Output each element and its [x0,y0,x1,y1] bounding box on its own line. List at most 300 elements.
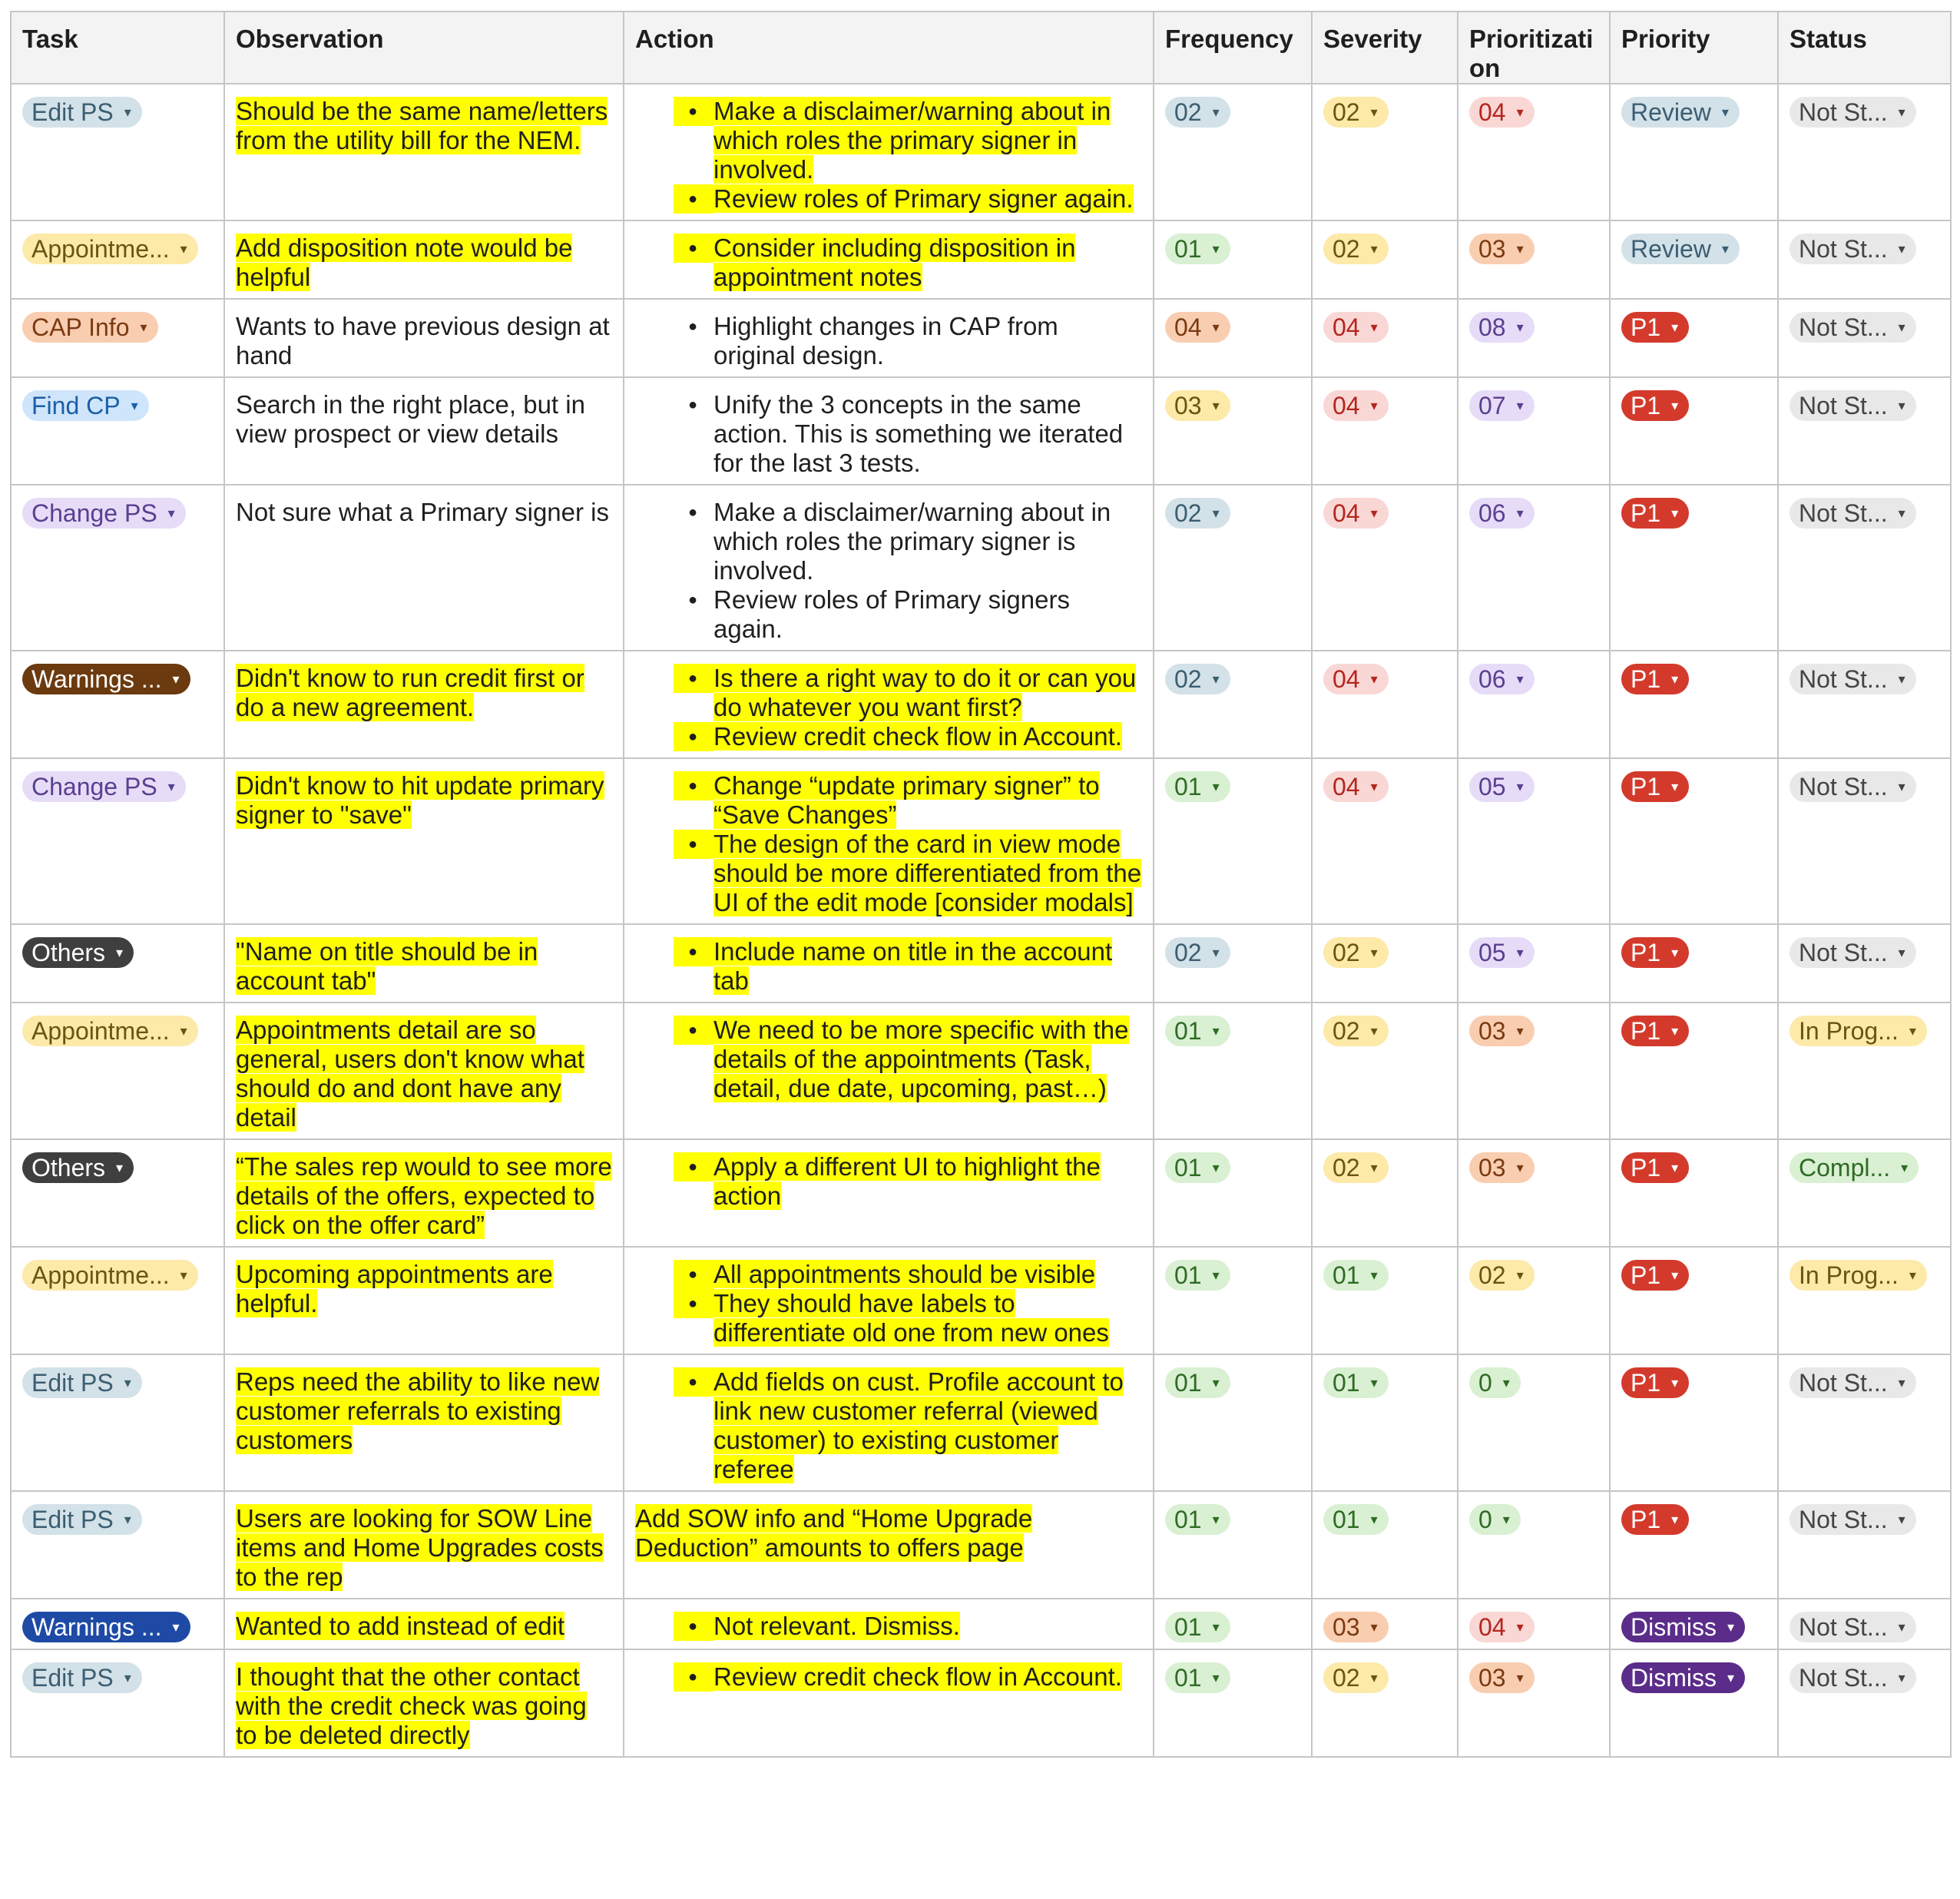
action-item [674,184,1142,214]
severity-chip[interactable] [1323,1612,1389,1642]
action-cell [624,377,1154,485]
frequency-chip[interactable] [1165,498,1230,529]
prioritization-chip[interactable] [1469,1612,1535,1642]
task-chip-label: Edit PS [31,1369,114,1397]
frequency-chip-label: 01 [1174,1664,1202,1692]
severity-chip-label: 04 [1333,773,1360,800]
status-chip[interactable] [1789,1367,1916,1398]
frequency-cell [1154,1003,1312,1139]
prioritization-chip[interactable] [1469,498,1535,529]
prioritization-chip[interactable] [1469,771,1535,802]
dropdown-caret-icon[interactable]: ▾ [1898,398,1905,413]
dropdown-caret-icon[interactable]: ▾ [1212,1375,1220,1390]
frequency-chip[interactable] [1165,97,1230,128]
frequency-chip-label: 03 [1174,392,1202,419]
frequency-chip-label: 04 [1174,313,1202,341]
action-list [674,1016,1142,1103]
severity-chip[interactable] [1323,390,1389,421]
task-chip[interactable] [22,1152,134,1183]
severity-chip[interactable] [1323,1016,1389,1046]
dropdown-caret-icon[interactable]: ▾ [1898,320,1905,335]
dropdown-caret-icon[interactable]: ▾ [124,1512,131,1527]
status-chip[interactable] [1789,771,1916,802]
dropdown-caret-icon[interactable]: ▾ [1898,1619,1905,1635]
task-chip-label: Appointme... [31,1261,170,1289]
dropdown-caret-icon[interactable]: ▾ [1516,1619,1524,1635]
action-item [674,771,1142,830]
priority-cell [1610,758,1778,924]
action-item-text: Include name on title in the account tab [713,937,1113,995]
frequency-chip[interactable] [1165,1367,1230,1398]
frequency-chip[interactable] [1165,390,1230,421]
prioritization-cell [1458,1599,1610,1649]
frequency-chip-label: 02 [1174,499,1202,527]
status-chip[interactable] [1789,664,1916,694]
task-chip[interactable] [22,1016,198,1046]
frequency-chip[interactable] [1165,1612,1230,1642]
prioritization-chip-label: 02 [1478,1261,1506,1289]
status-chip[interactable] [1789,1016,1927,1046]
task-chip[interactable] [22,498,186,529]
task-chip[interactable] [22,1612,190,1642]
dropdown-caret-icon[interactable]: ▾ [124,104,131,120]
status-cell [1778,220,1951,299]
dropdown-caret-icon[interactable]: ▾ [1516,779,1524,794]
priority-chip[interactable] [1621,97,1740,128]
observation-cell [224,651,624,758]
task-cell [11,758,224,924]
prioritization-chip[interactable] [1469,390,1535,421]
task-chip[interactable] [22,664,190,694]
prioritization-chip-label: 08 [1478,313,1506,341]
action-list [674,1612,1142,1641]
prioritization-chip-label: 03 [1478,235,1506,263]
action-item [674,498,1142,585]
priority-chip-label: P1 [1631,1154,1661,1181]
prioritization-chip-label: 06 [1478,499,1506,527]
dropdown-caret-icon[interactable]: ▾ [1671,320,1679,335]
dropdown-caret-icon[interactable]: ▾ [1671,671,1679,687]
prioritization-chip[interactable] [1469,1152,1535,1183]
dropdown-caret-icon[interactable]: ▾ [1727,1619,1735,1635]
dropdown-caret-icon[interactable]: ▾ [1901,1160,1909,1175]
dropdown-caret-icon[interactable]: ▾ [167,505,175,521]
priority-chip[interactable] [1621,234,1740,264]
dropdown-caret-icon[interactable]: ▾ [1370,1670,1378,1685]
dropdown-caret-icon[interactable]: ▾ [1212,505,1220,521]
dropdown-caret-icon[interactable]: ▾ [131,398,138,413]
dropdown-caret-icon[interactable]: ▾ [172,1619,180,1635]
priority-cell [1610,924,1778,1003]
frequency-cell [1154,84,1312,220]
dropdown-caret-icon[interactable]: ▾ [1516,398,1524,413]
task-chip-label: Change PS [31,499,157,527]
frequency-chip[interactable] [1165,1016,1230,1046]
action-cell [624,1247,1154,1354]
dropdown-caret-icon[interactable]: ▾ [1212,1619,1220,1635]
severity-chip[interactable] [1323,1152,1389,1183]
action-cell [624,1491,1154,1599]
severity-cell [1312,1599,1458,1649]
frequency-chip[interactable] [1165,771,1230,802]
dropdown-caret-icon[interactable]: ▾ [172,671,180,687]
prioritization-cell [1458,220,1610,299]
action-cell [624,1003,1154,1139]
dropdown-caret-icon[interactable]: ▾ [1370,1512,1378,1527]
priority-cell [1610,1649,1778,1757]
task-cell [11,1139,224,1247]
action-item [674,312,1142,370]
action-item-text: Add fields on cust. Profile account to link new customer referral (viewed customer) to existing customer referee [713,1367,1124,1483]
priority-chip[interactable] [1621,1504,1689,1535]
prioritization-chip-label: 06 [1478,665,1506,693]
priority-chip[interactable] [1621,1260,1689,1291]
dropdown-caret-icon[interactable]: ▾ [1721,241,1729,257]
severity-chip[interactable] [1323,1662,1389,1693]
action-item [674,1612,1142,1641]
dropdown-caret-icon[interactable]: ▾ [1212,241,1220,257]
header-severity[interactable]: Severity [1312,12,1458,84]
dropdown-caret-icon[interactable]: ▾ [1212,1023,1220,1039]
dropdown-caret-icon[interactable]: ▾ [1370,505,1378,521]
header-frequency[interactable]: Frequency [1154,12,1312,84]
dropdown-caret-icon[interactable]: ▾ [1212,779,1220,794]
dropdown-caret-icon[interactable]: ▾ [1516,1268,1524,1283]
dropdown-caret-icon[interactable]: ▾ [1898,671,1905,687]
severity-chip-label: 02 [1333,1017,1360,1045]
dropdown-caret-icon[interactable]: ▾ [1212,398,1220,413]
priority-chip-label: P1 [1631,773,1661,800]
dropdown-caret-icon[interactable]: ▾ [1212,671,1220,687]
dropdown-caret-icon[interactable]: ▾ [1212,320,1220,335]
dropdown-caret-icon[interactable]: ▾ [116,1160,124,1175]
severity-chip[interactable] [1323,1260,1389,1291]
severity-chip[interactable] [1323,312,1389,343]
status-chip[interactable] [1789,1662,1916,1693]
status-cell [1778,1491,1951,1599]
dropdown-caret-icon[interactable]: ▾ [1212,1268,1220,1283]
dropdown-caret-icon[interactable]: ▾ [1370,1023,1378,1039]
priority-cell [1610,1247,1778,1354]
priority-chip[interactable] [1621,390,1689,421]
dropdown-caret-icon[interactable]: ▾ [1671,1023,1679,1039]
dropdown-caret-icon[interactable]: ▾ [180,1023,187,1039]
status-chip[interactable] [1789,937,1916,968]
prioritization-chip[interactable] [1469,1662,1535,1693]
table-row [11,1491,1951,1599]
priority-chip[interactable] [1621,498,1689,529]
dropdown-caret-icon[interactable]: ▾ [1502,1512,1510,1527]
prioritization-chip-label: 0 [1478,1369,1492,1397]
action-item [674,1662,1142,1692]
dropdown-caret-icon[interactable]: ▾ [1370,1619,1378,1635]
dropdown-caret-icon[interactable]: ▾ [1370,945,1378,960]
dropdown-caret-icon[interactable]: ▾ [1898,779,1905,794]
dropdown-caret-icon[interactable]: ▾ [1898,104,1905,120]
action-list [674,1260,1142,1347]
severity-chip[interactable] [1323,771,1389,802]
frequency-chip[interactable] [1165,312,1230,343]
prioritization-chip-label: 05 [1478,939,1506,966]
table-row [11,299,1951,377]
dropdown-caret-icon[interactable]: ▾ [1671,1512,1679,1527]
dropdown-caret-icon[interactable]: ▾ [1370,241,1378,257]
prioritization-chip-label: 05 [1478,773,1506,800]
action-item [674,585,1142,644]
task-chip[interactable] [22,1504,142,1535]
frequency-cell [1154,758,1312,924]
priority-chip[interactable] [1621,1662,1745,1693]
dropdown-caret-icon[interactable]: ▾ [140,320,147,335]
priority-cell [1610,485,1778,651]
frequency-chip-label: 01 [1174,235,1202,263]
dropdown-caret-icon[interactable]: ▾ [124,1375,131,1390]
observation-text: Add disposition note would be helpful [236,234,573,291]
status-chip-label: Not St... [1799,98,1888,126]
task-chip[interactable] [22,1367,142,1398]
priority-chip-label: P1 [1631,665,1661,693]
observation-cell [224,84,624,220]
dropdown-caret-icon[interactable]: ▾ [1502,1375,1510,1390]
status-chip-label: Not St... [1799,939,1888,966]
task-chip[interactable] [22,1662,142,1693]
task-chip[interactable] [22,234,198,264]
status-chip[interactable] [1789,312,1916,343]
dropdown-caret-icon[interactable]: ▾ [1516,1160,1524,1175]
dropdown-caret-icon[interactable]: ▾ [1370,320,1378,335]
severity-chip[interactable] [1323,1504,1389,1535]
frequency-chip[interactable] [1165,937,1230,968]
priority-chip[interactable] [1621,1152,1689,1183]
action-list [674,1367,1142,1484]
frequency-chip[interactable] [1165,1260,1230,1291]
action-item [674,390,1142,478]
priority-cell [1610,299,1778,377]
status-chip-label: Not St... [1799,235,1888,263]
dropdown-caret-icon[interactable]: ▾ [1212,104,1220,120]
observation-cell [224,1003,624,1139]
dropdown-caret-icon[interactable]: ▾ [1370,671,1378,687]
severity-chip[interactable] [1323,937,1389,968]
prioritization-chip[interactable] [1469,312,1535,343]
task-chip[interactable] [22,771,186,802]
dropdown-caret-icon[interactable]: ▾ [1671,945,1679,960]
action-list [674,1152,1142,1211]
dropdown-caret-icon[interactable]: ▾ [167,779,175,794]
severity-chip-label: 04 [1333,313,1360,341]
action-cell [624,220,1154,299]
prioritization-chip[interactable] [1469,1260,1535,1291]
status-chip[interactable] [1789,234,1916,264]
dropdown-caret-icon[interactable]: ▾ [1898,241,1905,257]
task-cell [11,377,224,485]
priority-chip[interactable] [1621,1612,1745,1642]
prioritization-chip[interactable] [1469,234,1535,264]
header-prioritization[interactable]: Prioritizati on [1458,12,1610,84]
dropdown-caret-icon[interactable]: ▾ [1898,1512,1905,1527]
action-item-text: They should have labels to differentiate old one from new ones [713,1289,1109,1347]
dropdown-caret-icon[interactable]: ▾ [1212,945,1220,960]
dropdown-caret-icon[interactable]: ▾ [1516,671,1524,687]
dropdown-caret-icon[interactable]: ▾ [124,1670,131,1685]
table-row [11,651,1951,758]
prioritization-chip[interactable] [1469,1504,1521,1535]
dropdown-caret-icon[interactable]: ▾ [1516,1670,1524,1685]
task-cell [11,651,224,758]
priority-chip[interactable] [1621,937,1689,968]
frequency-chip-label: 01 [1174,1261,1202,1289]
status-chip-label: Not St... [1799,499,1888,527]
task-cell [11,1003,224,1139]
prioritization-chip-label: 03 [1478,1154,1506,1181]
dropdown-caret-icon[interactable]: ▾ [1898,1375,1905,1390]
dropdown-caret-icon[interactable]: ▾ [1671,505,1679,521]
priority-chip[interactable] [1621,312,1689,343]
status-cell [1778,651,1951,758]
task-chip[interactable] [22,312,158,343]
prioritization-chip[interactable] [1469,1367,1521,1398]
priority-chip-label: P1 [1631,1261,1661,1289]
task-chip[interactable] [22,1260,198,1291]
dropdown-caret-icon[interactable]: ▾ [1909,1023,1916,1039]
prioritization-chip[interactable] [1469,937,1535,968]
header-task[interactable]: Task [11,12,224,84]
observation-text: Didn't know to hit update primary signer to "save" [236,771,604,829]
action-cell [624,651,1154,758]
prioritization-chip[interactable] [1469,664,1535,694]
priority-chip-label: P1 [1631,313,1661,341]
severity-chip[interactable] [1323,97,1389,128]
dropdown-caret-icon[interactable]: ▾ [180,1268,187,1283]
dropdown-caret-icon[interactable]: ▾ [1516,505,1524,521]
status-chip[interactable] [1789,390,1916,421]
dropdown-caret-icon[interactable]: ▾ [1516,1023,1524,1039]
dropdown-caret-icon[interactable]: ▾ [1671,779,1679,794]
priority-cell [1610,84,1778,220]
observation-text: Wants to have previous design at hand [236,312,610,370]
action-item [674,1260,1142,1289]
severity-chip[interactable] [1323,664,1389,694]
dropdown-caret-icon[interactable]: ▾ [1671,1268,1679,1283]
dropdown-caret-icon[interactable]: ▾ [116,945,124,960]
frequency-chip[interactable] [1165,664,1230,694]
dropdown-caret-icon[interactable]: ▾ [1212,1512,1220,1527]
header-observation[interactable]: Observation [224,12,624,84]
dropdown-caret-icon[interactable]: ▾ [1370,779,1378,794]
severity-chip[interactable] [1323,498,1389,529]
prioritization-chip[interactable] [1469,97,1535,128]
prioritization-cell [1458,1649,1610,1757]
dropdown-caret-icon[interactable]: ▾ [1898,1670,1905,1685]
header-priority[interactable]: Priority [1610,12,1778,84]
severity-chip[interactable] [1323,1367,1389,1398]
dropdown-caret-icon[interactable]: ▾ [1370,398,1378,413]
dropdown-caret-icon[interactable]: ▾ [1370,1375,1378,1390]
dropdown-caret-icon[interactable]: ▾ [1516,320,1524,335]
frequency-chip[interactable] [1165,1152,1230,1183]
frequency-chip-label: 01 [1174,1613,1202,1641]
action-item-text: Make a disclaimer/warning about in which roles the primary signer is involved. [713,498,1111,585]
dropdown-caret-icon[interactable]: ▾ [1671,1375,1679,1390]
dropdown-caret-icon[interactable]: ▾ [1898,945,1905,960]
frequency-chip[interactable] [1165,1662,1230,1693]
status-chip[interactable] [1789,1612,1916,1642]
status-chip[interactable] [1789,1260,1927,1291]
action-item [674,234,1142,292]
action-item [674,1016,1142,1103]
dropdown-caret-icon[interactable]: ▾ [180,241,187,257]
table-row [11,220,1951,299]
priority-chip[interactable] [1621,664,1689,694]
dropdown-caret-icon[interactable]: ▾ [1671,1160,1679,1175]
frequency-cell [1154,1491,1312,1599]
header-action[interactable]: Action [624,12,1154,84]
dropdown-caret-icon[interactable]: ▾ [1516,241,1524,257]
severity-chip[interactable] [1323,234,1389,264]
dropdown-caret-icon[interactable]: ▾ [1516,945,1524,960]
priority-chip[interactable] [1621,1016,1689,1046]
frequency-chip[interactable] [1165,234,1230,264]
action-list [674,1662,1142,1692]
task-cell [11,1599,224,1649]
dropdown-caret-icon[interactable]: ▾ [1516,104,1524,120]
priority-chip-label: P1 [1631,1017,1661,1045]
priority-cell [1610,1599,1778,1649]
dropdown-caret-icon[interactable]: ▾ [1212,1670,1220,1685]
status-cell [1778,924,1951,1003]
severity-chip-label: 02 [1333,98,1360,126]
task-chip-label: Warnings ... [31,665,162,693]
dropdown-caret-icon[interactable]: ▾ [1671,398,1679,413]
dropdown-caret-icon[interactable]: ▾ [1370,1160,1378,1175]
prioritization-chip-label: 04 [1478,1613,1506,1641]
frequency-chip-label: 02 [1174,939,1202,966]
priority-chip[interactable] [1621,771,1689,802]
action-list [674,312,1142,370]
dropdown-caret-icon[interactable]: ▾ [1909,1268,1916,1283]
dropdown-caret-icon[interactable]: ▾ [1898,505,1905,521]
frequency-chip[interactable] [1165,1504,1230,1535]
task-cell [11,1354,224,1491]
priority-chip-label: P1 [1631,1506,1661,1533]
task-chip[interactable] [22,97,142,128]
status-chip[interactable] [1789,1504,1916,1535]
observation-text: Users are looking for SOW Line items and Home Upgrades costs to the rep [236,1504,604,1591]
status-chip[interactable] [1789,97,1916,128]
prioritization-cell [1458,1139,1610,1247]
task-chip[interactable] [22,937,134,968]
dropdown-caret-icon[interactable]: ▾ [1370,104,1378,120]
priority-chip[interactable] [1621,1367,1689,1398]
dropdown-caret-icon[interactable]: ▾ [1212,1160,1220,1175]
dropdown-caret-icon[interactable]: ▾ [1727,1670,1735,1685]
observation-text: Search in the right place, but in view prospect or view details [236,390,585,448]
severity-cell [1312,299,1458,377]
severity-cell [1312,758,1458,924]
dropdown-caret-icon[interactable]: ▾ [1370,1268,1378,1283]
status-chip[interactable] [1789,498,1916,529]
observation-text: Not sure what a Primary signer is [236,498,609,526]
observation-cell [224,1599,624,1649]
prioritization-chip[interactable] [1469,1016,1535,1046]
task-chip[interactable] [22,390,149,421]
frequency-cell [1154,1354,1312,1491]
action-item [674,937,1142,996]
dropdown-caret-icon[interactable]: ▾ [1721,104,1729,120]
prioritization-cell [1458,1354,1610,1491]
status-chip[interactable] [1789,1152,1919,1183]
header-status[interactable]: Status [1778,12,1951,84]
